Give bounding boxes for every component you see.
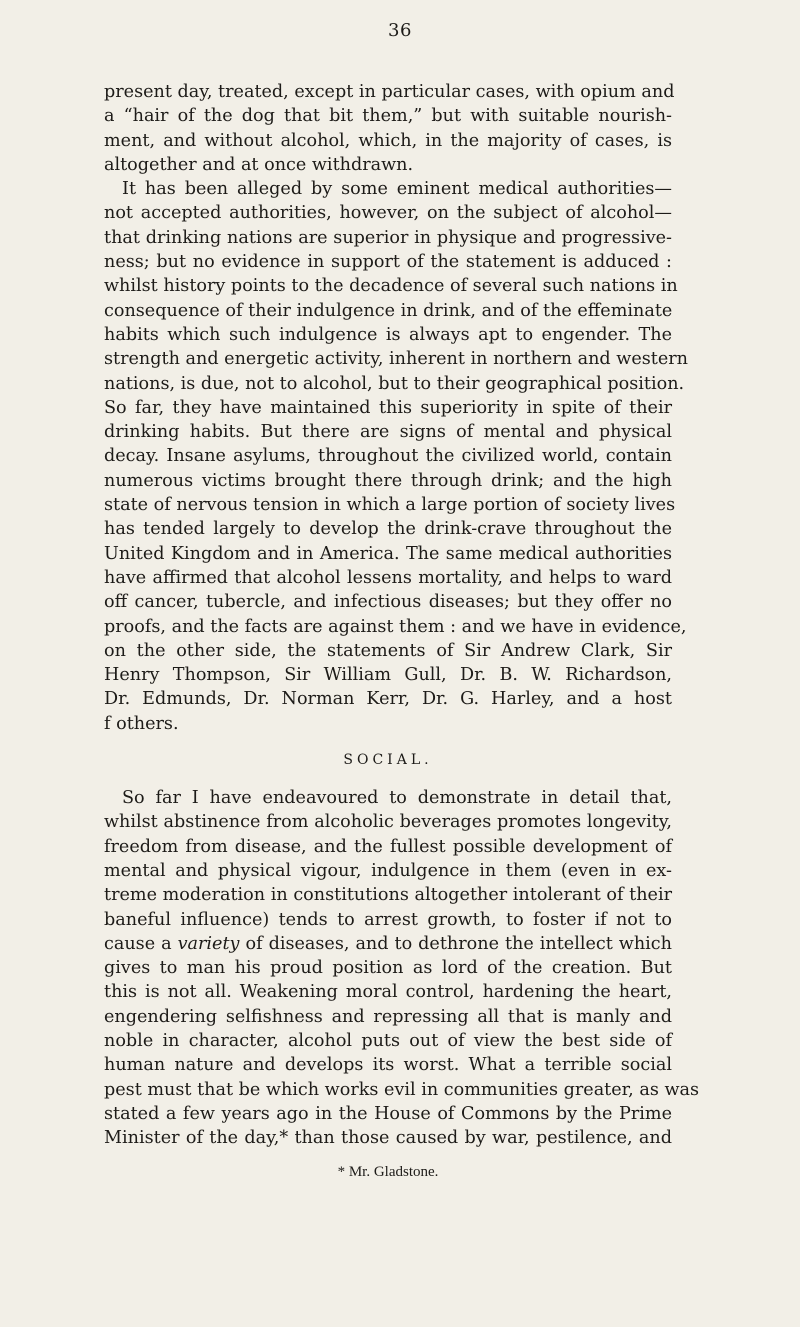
section-heading-social: SOCIAL. [343,752,433,769]
text-line: present day, treated, except in particular cases, with opium and [104,82,675,102]
text-line: Henry Thompson, Sir William Gull, Dr. B. W. Richardson, [104,665,672,686]
text-line: this is not all. Weakening moral control, hardening the heart, [104,982,672,1003]
text-line: a “hair of the dog that bit them,” but with suitable nourish- [104,106,672,127]
text-line: stated a few years ago in the House of Commons by the Prime [104,1103,672,1124]
text-line: on the other side, the statements of Sir Andrew Clark, Sir [104,640,672,661]
page-number: 36 [388,20,412,41]
paragraph-social [104,786,700,1150]
text-line: United Kingdom and in America. The same medical authorities [104,543,672,564]
text-line: mental and physical vigour, indulgence in them (even in ex- [104,860,672,881]
text-line: baneful influence) tends to arrest growth, to foster if not to [104,909,672,930]
text-line: whilst history points to the decadence of several such nations in [104,276,678,297]
text-line: state of nervous tension in which a large portion of society lives [104,495,676,516]
text-line: has tended largely to develop the drink-crave throughout the [104,519,672,540]
text-line: habits which such indulgence is always apt to engender. The [104,324,672,345]
text-line: proofs, and the facts are against them : and we have in evidence, [104,616,687,637]
text-line-with-italic [104,932,672,956]
text-line: that drinking nations are superior in physique and progressive- [104,227,672,248]
text-line: human nature and develops its worst. What a terrible social [104,1055,672,1076]
paragraph-medical-authorities [104,177,688,736]
body-text [104,80,700,1182]
text-line: So far I have endeavoured to demonstrate in detail that, [122,788,672,809]
footnote: * Mr. Gladstone. [337,1164,439,1181]
text-line: Dr. Edmunds, Dr. Norman Kerr, Dr. G. Harley, and a host [104,689,672,710]
text-segment: of diseases, and to dethrone the intellect which [239,933,672,954]
text-line: whilst abstinence from alcoholic beverages promotes longevity, [104,812,672,833]
text-line: consequence of their indulgence in drink, and of the effeminate [104,300,673,321]
italic-word-variety: variety [177,933,240,954]
text-line: pest must that be which works evil in communities greater, as was [104,1079,700,1100]
text-line: engendering selfishness and repressing all that is manly and [104,1006,672,1027]
paragraph-opium-treatment [104,80,675,177]
text-line: drinking habits. But there are signs of mental and physical [104,422,672,443]
text-line: treme moderation in constitutions altogether intolerant of their [104,885,672,906]
text-line: freedom from disease, and the fullest possible development of [104,836,672,857]
text-line: strength and energetic activity, inherent in northern and western [104,349,688,370]
text-line: decay. Insane asylums, throughout the civilized world, contain [104,446,672,467]
text-line: numerous victims brought there through drink; and the high [104,470,672,491]
text-line: noble in character, alcohol puts out of view the best side of [104,1030,672,1051]
text-segment: cause a [104,933,178,954]
text-line: ness; but no evidence in support of the statement is adduced : [104,252,672,273]
text-line: altogether and at once withdrawn. [104,154,414,175]
text-line: It has been alleged by some eminent medical authorities— [122,179,672,200]
text-line: Minister of the day,* than those caused by war, pestilence, and [104,1128,672,1149]
text-line: gives to man his proud position as lord of the creation. But [104,958,672,979]
text-line: nations, is due, not to alcohol, but to their geographical position. [104,373,685,394]
text-line: have affirmed that alcohol lessens mortality, and helps to ward [104,567,672,588]
text-line: off cancer, tubercle, and infectious diseases; but they offer no [104,592,672,613]
text-line: not accepted authorities, however, on the subject of alcohol— [104,203,672,224]
text-line: f others. [104,713,179,734]
text-line: So far, they have maintained this superiority in spite of their [104,397,672,418]
text-line: ment, and without alcohol, which, in the majority of cases, is [104,130,672,151]
